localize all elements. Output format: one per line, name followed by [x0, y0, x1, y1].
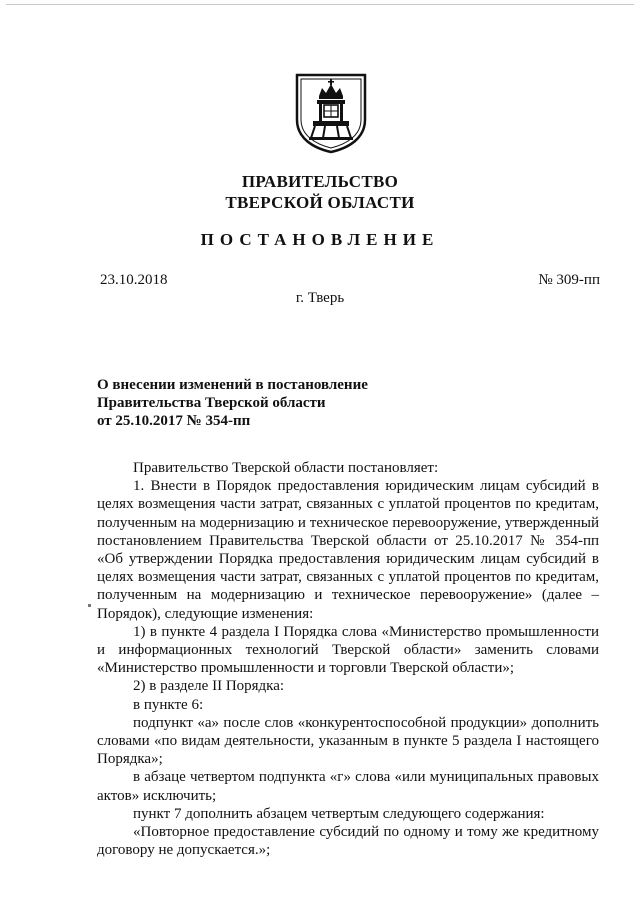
subject-line1: О внесении изменений в постановление: [97, 377, 368, 393]
scan-margin-mark: [88, 604, 91, 607]
document-number: № 309-пп: [538, 272, 600, 288]
scan-edge-line: [6, 4, 634, 5]
body-paragraph: в пункте 6:: [133, 696, 204, 713]
body-paragraph: 1) в пункте 4 раздела I Порядка слова «Министерство промышленности и информационных технологий Тверской области» заменить словами «Министерство промышленности и торговли Тверской области»;: [97, 623, 599, 677]
document-type: ПОСТАНОВЛЕНИЕ: [200, 230, 440, 249]
document-subject: [97, 376, 417, 430]
organization-name-line1: ПРАВИТЕЛЬСТВО: [241, 172, 399, 191]
body-paragraph: в абзаце четвертом подпункта «г» слова «или муниципальных правовых актов» исключить;: [97, 769, 599, 804]
subject-line3: от 25.10.2017 № 354-пп: [97, 413, 251, 429]
subject-line2: Правительства Тверской области: [97, 395, 326, 411]
body-paragraph: 2) в разделе II Порядка:: [133, 678, 285, 695]
body-paragraph: 1. Внести в Порядок предоставления юридическим лицам субсидий в целях возмещения части затрат, связанных с уплатой процентов по кредитам, полученным на модернизацию и техническое перевооружение, утвержденный постановлением Правительства Тверской области от 25.10.2017 № 354-пп «Об утверждении Порядка предоставления юридическим лицам субсидий в целях возмещения части затрат, связанных с уплатой процентов по кредитам, полученным на модернизацию и техническое перевооружение» (далее – Порядок), следующие изменения:: [97, 478, 599, 622]
body-paragraph: Правительство Тверской области постановляет:: [133, 460, 439, 476]
body-paragraph: подпункт «а» после слов «конкурентоспособной продукции» дополнить словами «по видам деятельности, указанным в пункте 5 раздела I настоящего Порядка»;: [97, 714, 599, 768]
body-paragraph: пункт 7 дополнить абзацем четвертым следующего содержания:: [133, 805, 545, 822]
document-city: г. Тверь: [295, 290, 345, 306]
document-date: 23.10.2018: [100, 272, 168, 288]
document-body: [97, 459, 599, 859]
body-paragraph: «Повторное предоставление субсидий по одному и тому же кредитному договору не допускается.»;: [97, 824, 599, 859]
organization-name-line2: ТВЕРСКОЙ ОБЛАСТИ: [225, 193, 415, 212]
coat-of-arms-icon: [291, 72, 371, 154]
